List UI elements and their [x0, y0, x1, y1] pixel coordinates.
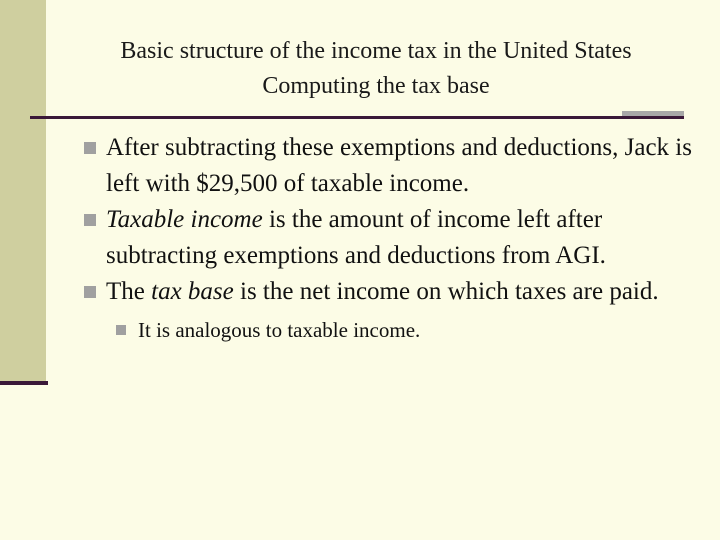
slide-title-line-1: Basic structure of the income tax in the United States — [120, 38, 632, 64]
bullet-text: is the net income on which taxes are paid. — [233, 278, 659, 305]
bullet-text: After subtracting these exemptions and deductions, Jack is left with $29,500 of taxable income. — [106, 134, 692, 197]
title-rule — [30, 116, 684, 119]
slide-title-line-2: Computing the tax base — [262, 73, 490, 99]
square-bullet-icon — [84, 286, 96, 298]
bullet-item-1 — [82, 130, 702, 202]
square-bullet-icon — [84, 214, 96, 226]
bullet-emphasis: Taxable income — [106, 206, 263, 233]
sub-bullet-item-1 — [116, 314, 702, 346]
sub-bullet-text: It is analogous to taxable income. — [138, 318, 421, 342]
left-decorative-band — [0, 0, 46, 383]
slide-title — [56, 34, 696, 104]
bullet-item-2 — [82, 202, 702, 274]
left-band-rule — [0, 381, 48, 385]
slide-body — [82, 130, 702, 346]
square-bullet-icon — [84, 142, 96, 154]
bullet-text: is the amount of income left after subtracting exemptions and deductions from AGI. — [106, 206, 606, 269]
bullet-text-prefix: The — [106, 278, 152, 305]
square-bullet-icon — [116, 325, 126, 335]
bullet-item-3 — [82, 274, 702, 310]
bullet-emphasis: tax base — [151, 278, 234, 305]
